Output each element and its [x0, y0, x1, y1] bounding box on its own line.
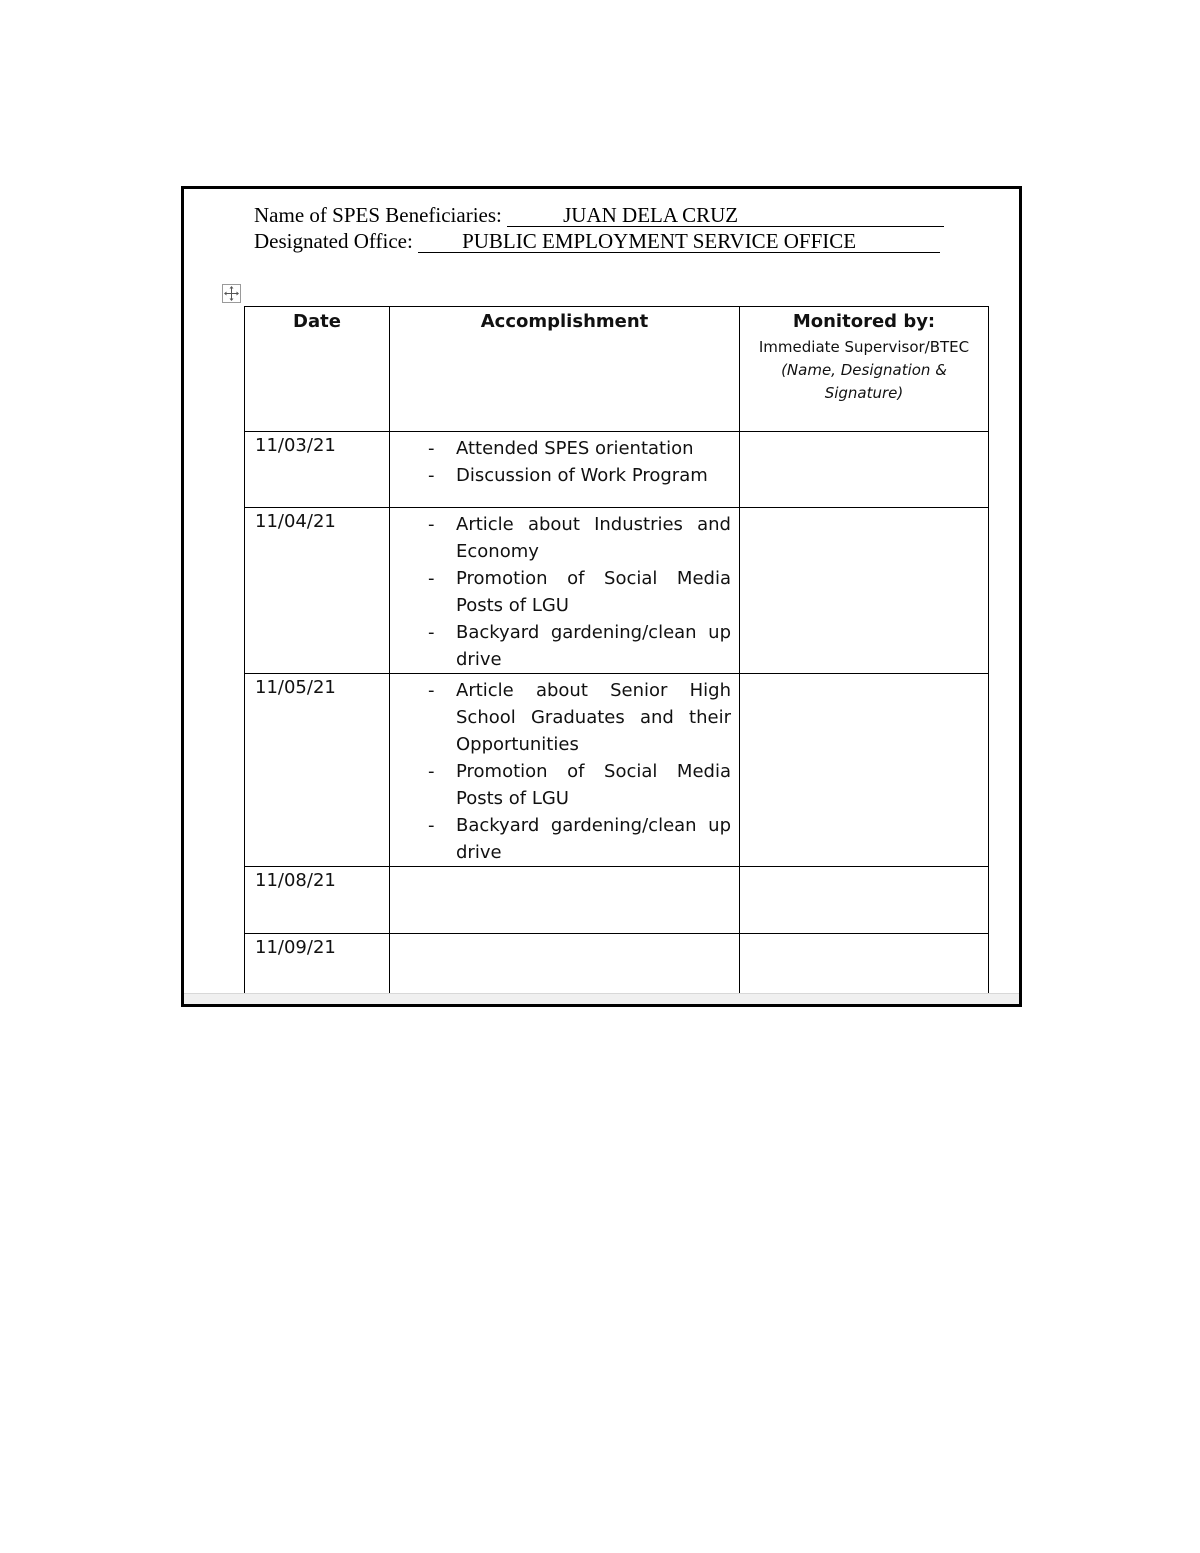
- date-cell: 11/09/21: [245, 934, 390, 1001]
- office-line: [254, 229, 940, 253]
- table-row: [245, 934, 989, 1001]
- monitored-by-cell: [740, 934, 989, 1001]
- monitored-note-1: (Name, Designation &: [781, 361, 947, 379]
- accomplishment-cell: [390, 867, 740, 934]
- accomplishment-cell: [390, 432, 740, 508]
- date-cell: 11/08/21: [245, 867, 390, 934]
- date-cell: 11/05/21: [245, 674, 390, 867]
- table-row: [245, 674, 989, 867]
- accomplishment-table: [244, 306, 989, 1001]
- office-name: PUBLIC EMPLOYMENT SERVICE OFFICE: [418, 230, 940, 253]
- list-item: - Discussion of Work Program: [456, 462, 731, 489]
- monitored-by-cell: [740, 674, 989, 867]
- accomplishment-column-header: [390, 307, 740, 432]
- table-row: [245, 432, 989, 508]
- accomplishment-cell: [390, 934, 740, 1001]
- list-item: - Attended SPES orientation: [456, 435, 731, 462]
- monitored-by-cell: [740, 508, 989, 674]
- date-column-header: [245, 307, 390, 432]
- accomplishment-list: [390, 674, 739, 866]
- monitored-by-cell: [740, 867, 989, 934]
- table-header-row: [245, 307, 989, 432]
- page-bottom-strip: [184, 993, 1019, 1004]
- date-header-text: Date: [293, 311, 341, 332]
- accomplishment-cell: [390, 508, 740, 674]
- accomplishment-list: [390, 508, 739, 673]
- list-item: - Promotion of Social Media Posts of LGU: [456, 565, 731, 619]
- accomplishment-list: [390, 432, 739, 489]
- monitored-subtitle: Immediate Supervisor/BTEC: [758, 338, 970, 356]
- beneficiary-label: Name of SPES Beneficiaries:: [254, 203, 502, 227]
- document-frame: [181, 186, 1022, 1007]
- beneficiary-line: [254, 203, 944, 227]
- date-cell: 11/03/21: [245, 432, 390, 508]
- date-cell: 11/04/21: [245, 508, 390, 674]
- table-move-handle-icon[interactable]: [222, 284, 241, 303]
- office-label: Designated Office:: [254, 229, 413, 253]
- monitored-column-header: [740, 307, 989, 432]
- table-row: [245, 508, 989, 674]
- table-row: [245, 867, 989, 934]
- monitored-title: Monitored by:: [792, 311, 936, 332]
- accomplishment-cell: [390, 674, 740, 867]
- list-item: - Backyard gardening/clean up drive: [456, 619, 731, 673]
- list-item: - Article about Industries and Economy: [456, 511, 731, 565]
- list-item: - Backyard gardening/clean up drive: [456, 812, 731, 866]
- list-item: - Article about Senior High School Graduates and their Opportunities: [456, 677, 731, 758]
- beneficiary-name: JUAN DELA CRUZ: [507, 204, 944, 227]
- monitored-note-2: Signature): [824, 384, 904, 402]
- accomplishment-header-text: Accomplishment: [480, 311, 649, 332]
- list-item: - Promotion of Social Media Posts of LGU: [456, 758, 731, 812]
- monitored-by-cell: [740, 432, 989, 508]
